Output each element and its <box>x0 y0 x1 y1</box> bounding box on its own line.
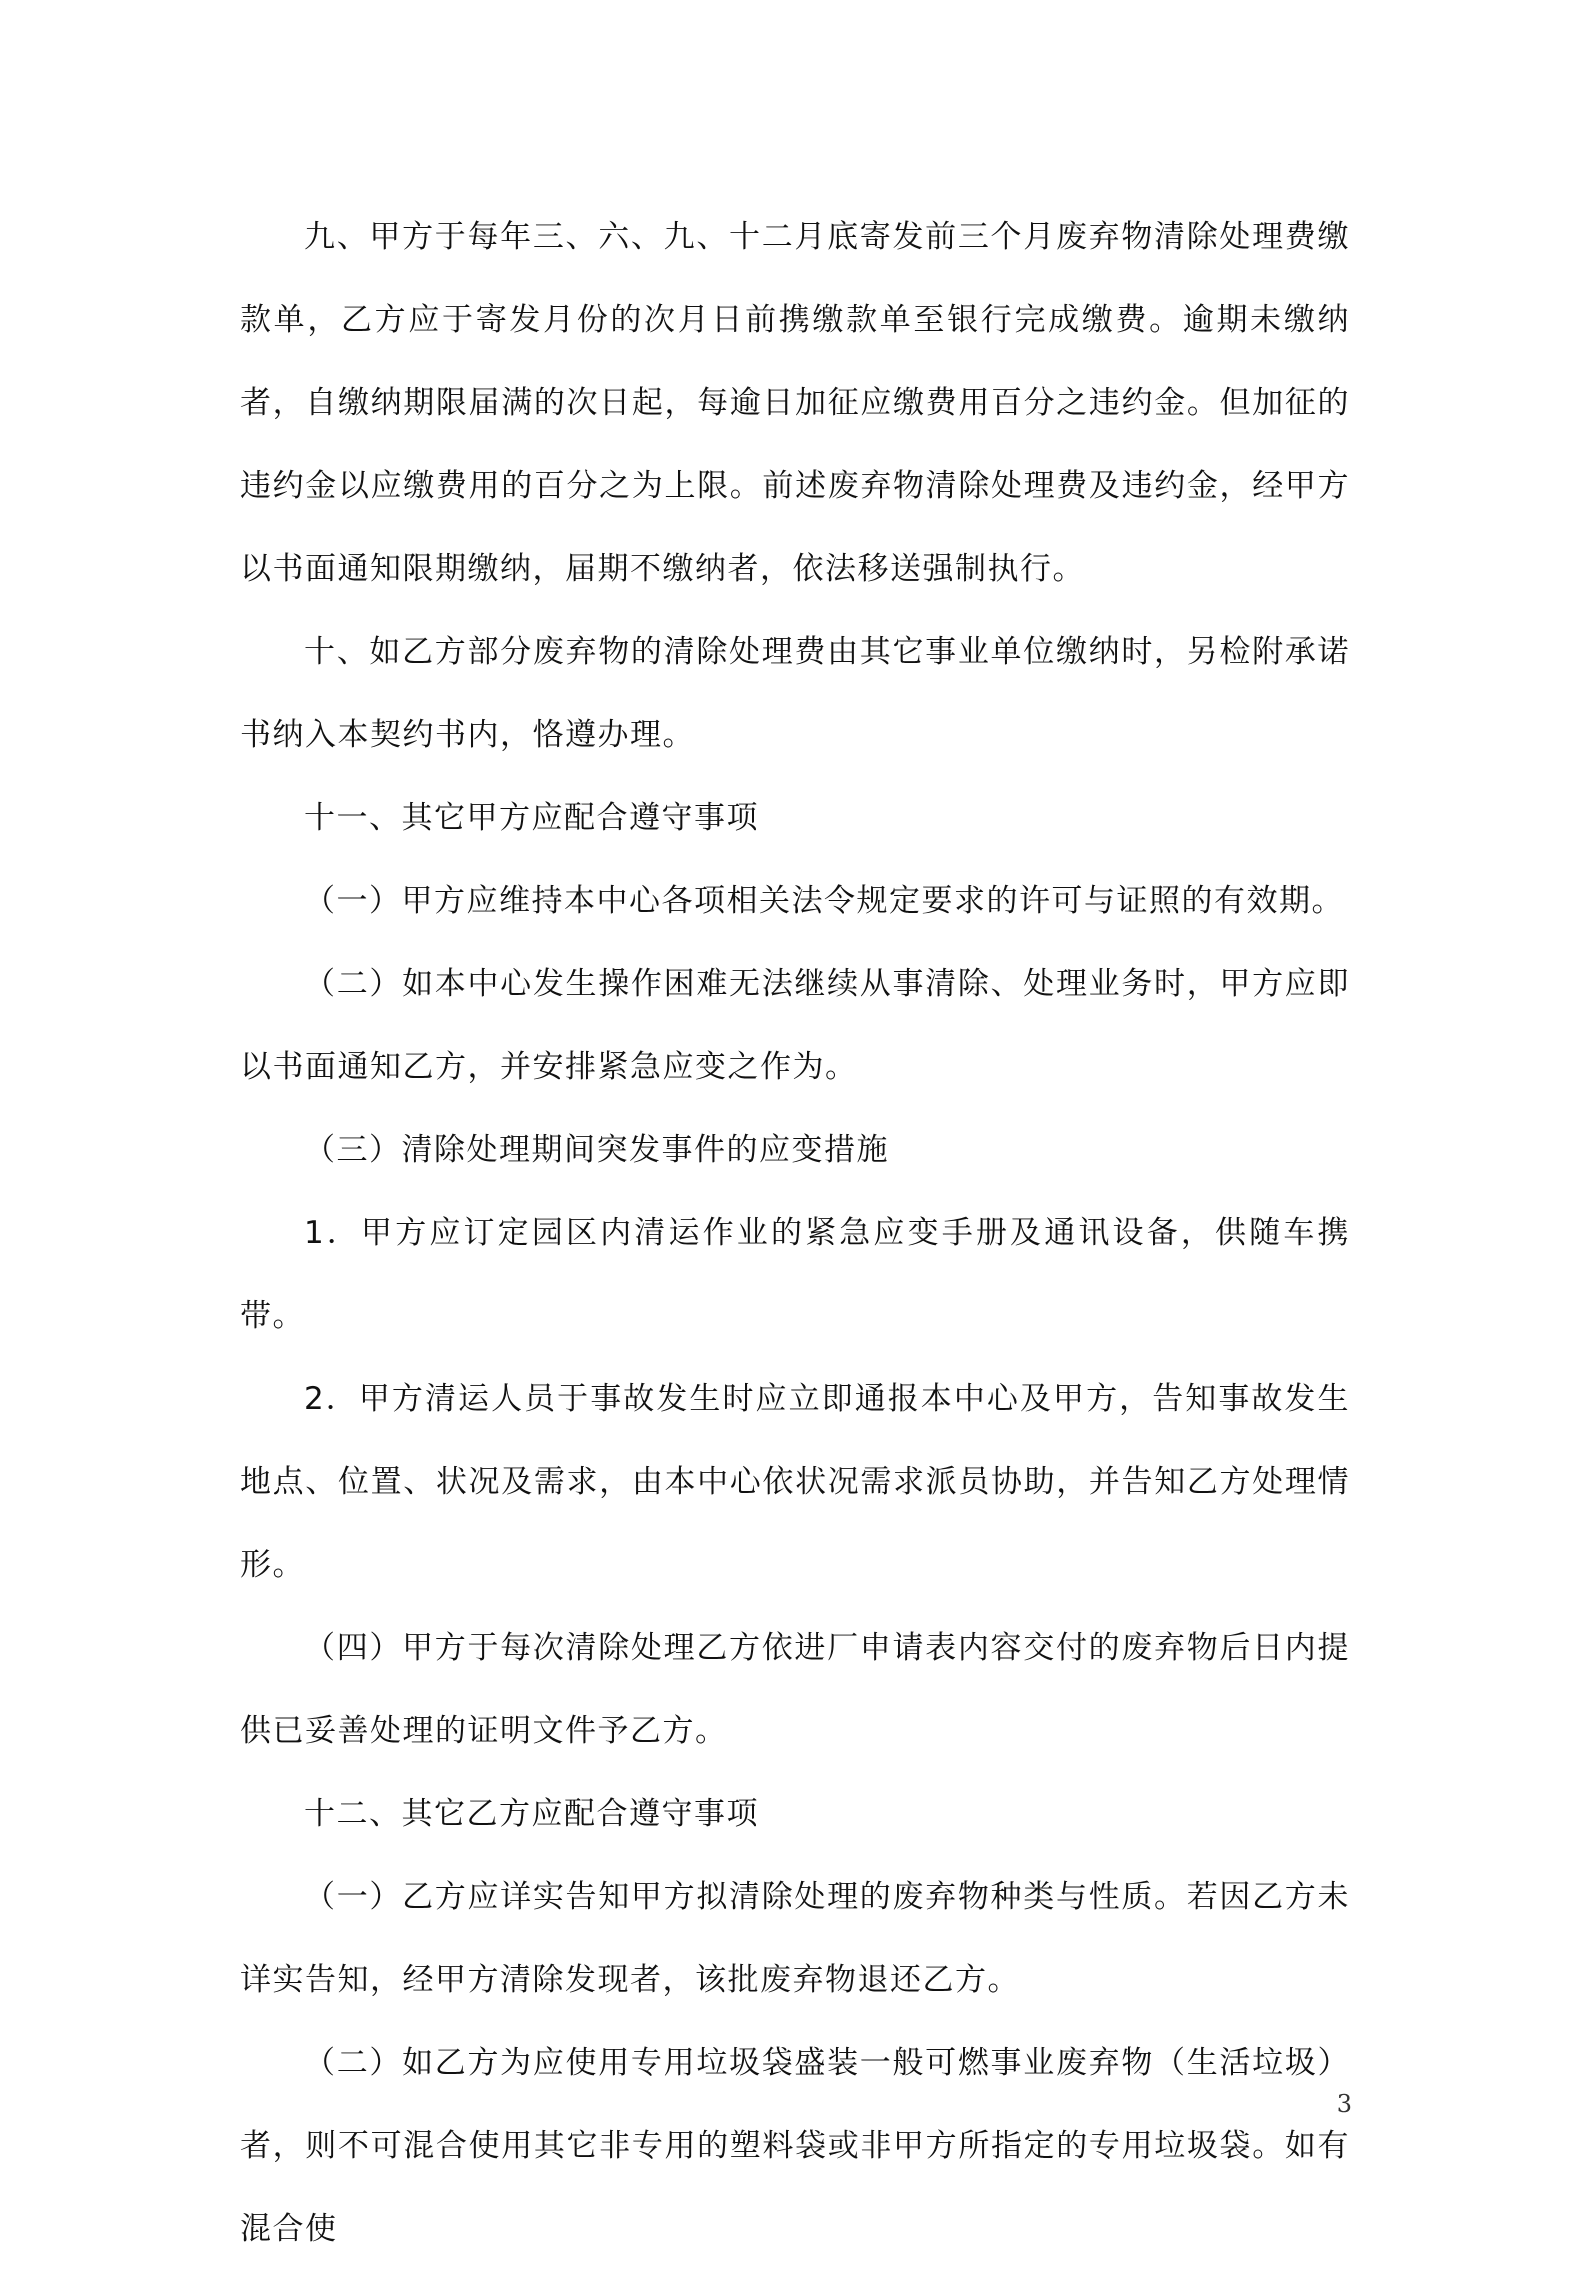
paragraph-clause-11-item-1: （一）甲方应维持本中心各项相关法令规定要求的许可与证照的有效期。 <box>304 883 1344 919</box>
page-number: 3 <box>1336 2090 1352 2118</box>
paragraph-clause-11-item-2: （二）如本中心发生操作困难无法继续从事清除、处理业务时，甲方应即以书面通知乙方，并安排紧急应变之作为。 <box>240 966 1350 1085</box>
document-body <box>240 196 1350 2271</box>
paragraph-clause-12-heading: 十二、其它乙方应配合遵守事项 <box>304 1796 759 1832</box>
paragraph-clause-10: 十、如乙方部分废弃物的清除处理费由其它事业单位缴纳时，另检附承诺书纳入本契约书内，恪遵办理。 <box>240 634 1350 753</box>
paragraph-clause-11-item-4: （四）甲方于每次清除处理乙方依进厂申请表内容交付的废弃物后日内提供已妥善处理的证明文件予乙方。 <box>240 1630 1350 1749</box>
paragraph-clause-11-item-3-point-1: 1．甲方应订定园区内清运作业的紧急应变手册及通讯设备，供随车携带。 <box>240 1215 1350 1334</box>
paragraph-clause-9: 九、甲方于每年三、六、九、十二月底寄发前三个月废弃物清除处理费缴款单，乙方应于寄发月份的次月日前携缴款单至银行完成缴费。逾期未缴纳者，自缴纳期限届满的次日起，每逾日加征应缴费用百分之违约金。但加征的违约金以应缴费用的百分之为上限。前述废弃物清除处理费及违约金，经甲方以书面通知限期缴纳，届期不缴纳者，依法移送强制执行。 <box>240 219 1350 587</box>
paragraph-clause-12-item-1: （一）乙方应详实告知甲方拟清除处理的废弃物种类与性质。若因乙方未详实告知，经甲方清除发现者，该批废弃物退还乙方。 <box>240 1879 1350 1998</box>
paragraph-clause-11-item-3-point-2: 2．甲方清运人员于事故发生时应立即通报本中心及甲方，告知事故发生地点、位置、状况及需求，由本中心依状况需求派员协助，并告知乙方处理情形。 <box>240 1381 1350 1583</box>
paragraph-clause-11-item-3: （三）清除处理期间突发事件的应变措施 <box>304 1132 889 1168</box>
paragraph-clause-11-heading: 十一、其它甲方应配合遵守事项 <box>304 800 759 836</box>
paragraph-clause-12-item-2: （二）如乙方为应使用专用垃圾袋盛装一般可燃事业废弃物（生活垃圾）者，则不可混合使用其它非专用的塑料袋或非甲方所指定的专用垃圾袋。如有混合使 <box>240 2045 1350 2247</box>
